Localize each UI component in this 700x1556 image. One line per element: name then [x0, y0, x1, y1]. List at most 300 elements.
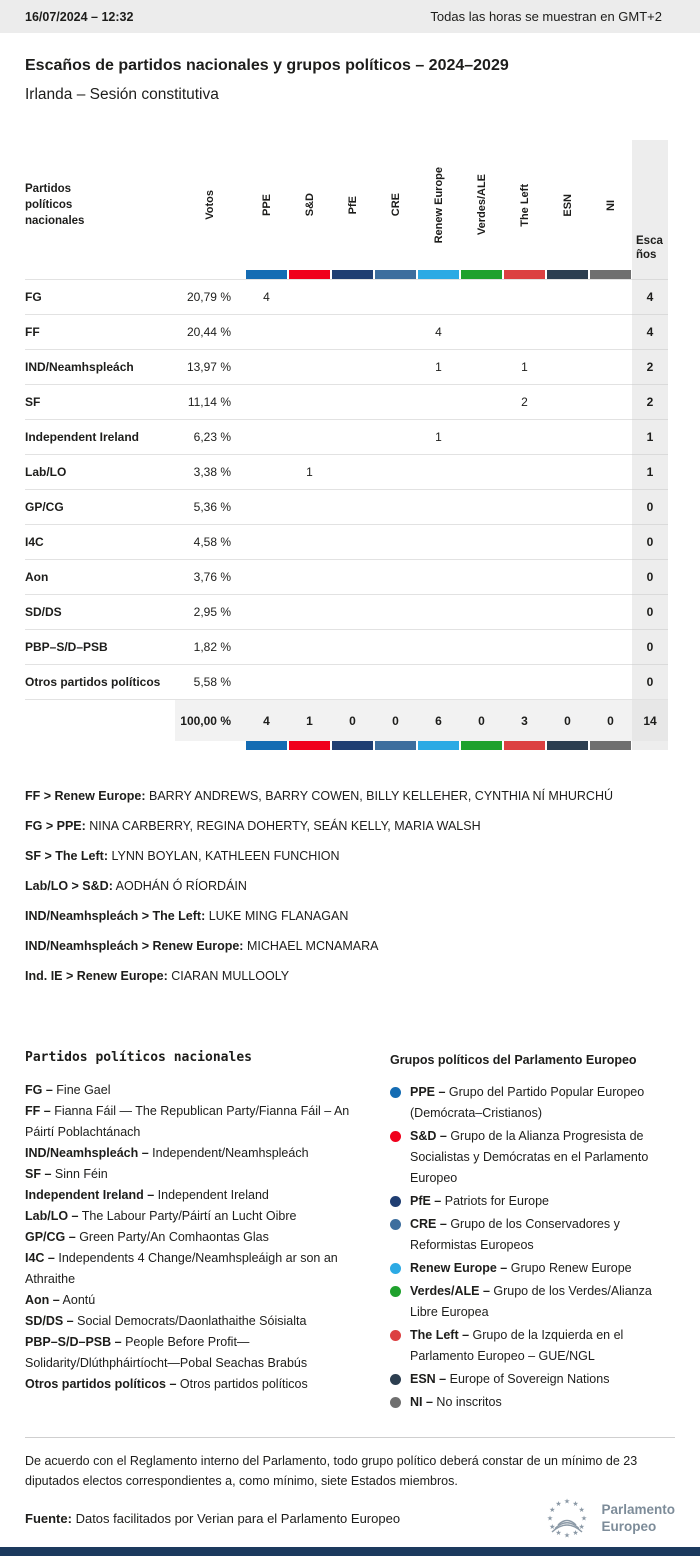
- group-legend-text: [410, 1392, 502, 1413]
- member-names: CIARAN MULLOOLY: [171, 969, 290, 983]
- seat-count-s-d: [288, 594, 331, 629]
- total-votes: 100,00 %: [175, 699, 245, 741]
- group-legend-desc: Grupo de la Alianza Progresista de Socialistas y Demócratas en el Parlamento Europeo: [410, 1129, 649, 1185]
- seats-column-bg: [632, 741, 668, 750]
- group-color-bar: [590, 270, 631, 279]
- seat-count-ppe: [245, 559, 288, 594]
- table-header-group-ni: [589, 140, 632, 270]
- group-legend-desc: Europe of Sovereign Nations: [449, 1372, 610, 1386]
- group-legend-abbr: Verdes/ALE –: [410, 1284, 490, 1298]
- legend-groups-heading: Grupos políticos del Parlamento Europeo: [390, 1053, 637, 1067]
- seat-count-ni: [589, 349, 632, 384]
- seat-count-ppe: [245, 664, 288, 699]
- table-header-group-renew-europe: [417, 140, 460, 270]
- party-legend-abbr: I4C –: [25, 1251, 55, 1265]
- party-name: SD/DS: [25, 594, 175, 629]
- group-header-label: Renew Europe: [432, 166, 445, 244]
- group-color-bar-cell-s-d: [288, 741, 331, 750]
- datetime: 16/07/2024 – 12:32: [25, 9, 134, 24]
- seat-count-esn: [546, 349, 589, 384]
- votes-header-label: Votos: [204, 190, 216, 220]
- party-legend-item: [25, 1101, 362, 1143]
- party-name: PBP–S/D–PSB: [25, 629, 175, 664]
- member-label: SF > The Left:: [25, 849, 108, 863]
- party-name: Otros partidos políticos: [25, 664, 175, 699]
- seat-count-verdes-ale: [460, 664, 503, 699]
- seat-count-cre: [374, 664, 417, 699]
- top-bar: [0, 0, 700, 33]
- party-legend-item: [25, 1227, 362, 1248]
- party-legend-abbr: FF –: [25, 1104, 51, 1118]
- seat-count-s-d: [288, 314, 331, 349]
- group-legend-item: [390, 1191, 675, 1212]
- seat-count-pfe: [331, 349, 374, 384]
- party-name: Aon: [25, 559, 175, 594]
- seat-count-ppe: [245, 419, 288, 454]
- party-legend-desc: People Before Profit—Solidarity/Dlúthpháirtíocht—Pobal Seachas Brabús: [25, 1335, 308, 1370]
- ep-logo-icon: [543, 1496, 591, 1540]
- group-legend-desc: Patriots for Europe: [444, 1194, 549, 1208]
- total-seats-the-left: 3: [503, 699, 546, 741]
- seat-count-renew-europe: [417, 489, 460, 524]
- group-legend-item: [390, 1082, 675, 1124]
- group-color-dot: [390, 1286, 401, 1297]
- party-seats-total: 4: [632, 279, 668, 314]
- seat-count-renew-europe: [417, 454, 460, 489]
- group-legend-abbr: S&D –: [410, 1129, 447, 1143]
- group-header-label: ESN: [561, 193, 574, 217]
- spacer-cell: [25, 741, 175, 750]
- party-seats-total: 0: [632, 664, 668, 699]
- party-legend-desc: Fianna Fáil — The Republican Party/Fianna Fáil – An Páirtí Poblachtánach: [25, 1104, 350, 1139]
- seat-count-the-left: 1: [503, 349, 546, 384]
- svg-text:★: ★: [555, 1499, 563, 1508]
- seat-count-verdes-ale: [460, 314, 503, 349]
- seat-count-renew-europe: [417, 629, 460, 664]
- party-seats-total: 1: [632, 419, 668, 454]
- party-votes: 3,38 %: [175, 454, 245, 489]
- page-title: Escaños de partidos nacionales y grupos políticos – 2024–2029: [25, 57, 509, 74]
- seat-count-the-left: [503, 489, 546, 524]
- group-color-bar: [289, 741, 330, 750]
- group-legend-text: [410, 1191, 549, 1212]
- seats-column-bg: [632, 270, 668, 279]
- source-label: Fuente:: [25, 1510, 72, 1526]
- group-legend-abbr: The Left –: [410, 1328, 470, 1342]
- party-legend-desc: Sinn Féin: [54, 1167, 108, 1181]
- member-label: Lab/LO > S&D:: [25, 879, 113, 893]
- group-color-bar-cell-ppe: [245, 270, 288, 279]
- group-color-bar: [461, 270, 502, 279]
- party-legend-item: [25, 1206, 362, 1227]
- spacer-cell: [175, 270, 245, 279]
- table-header-parties-label: Partidos políticos nacionales: [25, 183, 85, 227]
- table-header-group-the-left: [503, 140, 546, 270]
- party-legend-desc: Independent/Neamhspleách: [152, 1146, 309, 1160]
- seat-count-esn: [546, 279, 589, 314]
- seat-count-verdes-ale: [460, 524, 503, 559]
- party-legend-abbr: Otros partidos políticos –: [25, 1377, 177, 1391]
- member-names: LUKE MING FLANAGAN: [208, 909, 349, 923]
- member-label: Ind. IE > Renew Europe:: [25, 969, 168, 983]
- group-legend-item: [390, 1392, 675, 1413]
- seat-count-the-left: [503, 454, 546, 489]
- group-legend-item: [390, 1126, 675, 1189]
- party-legend-desc: The Labour Party/Páirtí an Lucht Oibre: [81, 1209, 297, 1223]
- seat-count-verdes-ale: [460, 489, 503, 524]
- group-legend-text: [410, 1281, 675, 1323]
- group-color-bar-cell-esn: [546, 741, 589, 750]
- group-color-bar: [418, 270, 459, 279]
- seat-count-ppe: [245, 384, 288, 419]
- seat-count-esn: [546, 664, 589, 699]
- group-legend-text: [410, 1214, 675, 1256]
- party-legend-abbr: Lab/LO –: [25, 1209, 79, 1223]
- party-legend-abbr: IND/Neamhspleách –: [25, 1146, 149, 1160]
- bottom-bar: [0, 1547, 700, 1556]
- seat-count-esn: [546, 559, 589, 594]
- group-color-bar: [418, 741, 459, 750]
- seat-count-cre: [374, 559, 417, 594]
- group-legend-abbr: CRE –: [410, 1217, 447, 1231]
- party-legend-item: [25, 1290, 362, 1311]
- legend-groups-list: [390, 1082, 675, 1413]
- seats-header-label: Escaños: [636, 235, 663, 261]
- total-seats-verdes-ale: 0: [460, 699, 503, 741]
- seat-count-ppe: [245, 349, 288, 384]
- group-color-bar: [547, 270, 588, 279]
- group-color-bar-cell-ni: [589, 270, 632, 279]
- seat-count-the-left: [503, 594, 546, 629]
- party-legend-item: [25, 1374, 362, 1395]
- group-color-bar-cell-the-left: [503, 741, 546, 750]
- group-header-label: PPE: [260, 193, 273, 216]
- party-legend-abbr: Aon –: [25, 1293, 60, 1307]
- party-name: Independent Ireland: [25, 419, 175, 454]
- party-legend-desc: Independent Ireland: [157, 1188, 269, 1202]
- seat-count-cre: [374, 419, 417, 454]
- group-color-bar: [590, 741, 631, 750]
- group-color-bar: [375, 270, 416, 279]
- group-color-dot: [390, 1263, 401, 1274]
- group-color-bar: [289, 270, 330, 279]
- seat-count-ni: [589, 559, 632, 594]
- seat-count-cre: [374, 489, 417, 524]
- group-legend-item: [390, 1281, 675, 1323]
- party-legend-abbr: PBP–S/D–PSB –: [25, 1335, 122, 1349]
- table-header-group-s-d: [288, 140, 331, 270]
- total-seats-ni: 0: [589, 699, 632, 741]
- seat-count-ni: [589, 279, 632, 314]
- group-color-dot: [390, 1131, 401, 1142]
- seat-count-pfe: [331, 279, 374, 314]
- seat-count-renew-europe: [417, 664, 460, 699]
- group-header-label: PfE: [346, 195, 359, 215]
- total-seats: 14: [632, 699, 668, 741]
- seat-count-the-left: 2: [503, 384, 546, 419]
- seat-count-ppe: [245, 524, 288, 559]
- seat-count-the-left: [503, 629, 546, 664]
- group-color-bar: [547, 741, 588, 750]
- group-legend-abbr: PPE –: [410, 1085, 446, 1099]
- seat-count-pfe: [331, 314, 374, 349]
- party-seats-total: 1: [632, 454, 668, 489]
- member-names: LYNN BOYLAN, KATHLEEN FUNCHION: [111, 849, 340, 863]
- svg-text:★: ★: [547, 1514, 554, 1523]
- group-color-bar-cell-ppe: [245, 741, 288, 750]
- party-legend-item: [25, 1185, 362, 1206]
- svg-text:★: ★: [564, 1497, 571, 1506]
- seat-count-esn: [546, 629, 589, 664]
- seat-count-ni: [589, 314, 632, 349]
- member-line: [25, 848, 675, 864]
- seat-count-s-d: [288, 384, 331, 419]
- party-legend-abbr: SF –: [25, 1167, 52, 1181]
- seat-count-esn: [546, 489, 589, 524]
- total-row-spacer: [25, 699, 175, 741]
- member-names: BARRY ANDREWS, BARRY COWEN, BILLY KELLEHER, CYNTHIA NÍ MHURCHÚ: [149, 789, 614, 803]
- party-legend-item: [25, 1164, 362, 1185]
- member-names: NINA CARBERRY, REGINA DOHERTY, SEÁN KELLY, MARIA WALSH: [89, 819, 481, 833]
- group-legend-abbr: PfE –: [410, 1194, 442, 1208]
- party-legend-abbr: SD/DS –: [25, 1314, 74, 1328]
- seat-count-cre: [374, 384, 417, 419]
- party-legend-abbr: Independent Ireland –: [25, 1188, 155, 1202]
- party-legend-item: [25, 1311, 362, 1332]
- group-color-bar-cell-pfe: [331, 270, 374, 279]
- seat-count-cre: [374, 349, 417, 384]
- svg-text:★: ★: [572, 1529, 580, 1538]
- seat-count-pfe: [331, 664, 374, 699]
- party-votes: 2,95 %: [175, 594, 245, 629]
- legend-parties-heading: Partidos políticos nacionales: [25, 1050, 252, 1065]
- party-name: GP/CG: [25, 489, 175, 524]
- seat-count-pfe: [331, 559, 374, 594]
- group-header-label: Verdes/ALE: [475, 174, 488, 236]
- group-color-bar-cell-the-left: [503, 270, 546, 279]
- group-header-label: CRE: [389, 193, 402, 217]
- party-name: SF: [25, 384, 175, 419]
- seat-count-ppe: [245, 314, 288, 349]
- table-header-votes: [175, 140, 245, 270]
- group-color-dot: [390, 1087, 401, 1098]
- seat-count-s-d: [288, 664, 331, 699]
- group-color-dot: [390, 1374, 401, 1385]
- total-seats-cre: 0: [374, 699, 417, 741]
- member-line: [25, 968, 675, 984]
- ep-logo-text-line1: Parlamento: [601, 1502, 675, 1517]
- group-legend-text: [410, 1369, 609, 1390]
- seat-count-esn: [546, 314, 589, 349]
- seat-count-ni: [589, 594, 632, 629]
- party-legend-item: [25, 1332, 362, 1374]
- party-name: FF: [25, 314, 175, 349]
- group-color-bar-cell-s-d: [288, 270, 331, 279]
- member-label: FF > Renew Europe:: [25, 789, 146, 803]
- group-legend-item: [390, 1258, 675, 1279]
- total-seats-esn: 0: [546, 699, 589, 741]
- seat-count-cre: [374, 279, 417, 314]
- seat-count-pfe: [331, 594, 374, 629]
- group-color-bar: [375, 741, 416, 750]
- total-seats-ppe: 4: [245, 699, 288, 741]
- group-legend-desc: Grupo de la Izquierda en el Parlamento Europeo – GUE/NGL: [410, 1328, 624, 1363]
- member-line: [25, 788, 675, 804]
- party-votes: 13,97 %: [175, 349, 245, 384]
- group-color-bar-cell-cre: [374, 741, 417, 750]
- seat-count-s-d: [288, 419, 331, 454]
- group-color-bar: [332, 270, 373, 279]
- seat-count-s-d: [288, 279, 331, 314]
- members-list: [25, 788, 675, 984]
- party-seats-total: 0: [632, 524, 668, 559]
- ep-logo-text-line2: Europeo: [601, 1519, 657, 1534]
- seat-count-the-left: [503, 559, 546, 594]
- member-label: IND/Neamhspleách > The Left:: [25, 909, 206, 923]
- source-text: Datos facilitados por Verian para el Parlamento Europeo: [75, 1510, 401, 1526]
- seat-count-s-d: [288, 349, 331, 384]
- seat-count-ppe: [245, 454, 288, 489]
- seat-count-ni: [589, 384, 632, 419]
- party-legend-desc: Otros partidos políticos: [179, 1377, 308, 1391]
- seat-count-cre: [374, 454, 417, 489]
- group-color-dot: [390, 1219, 401, 1230]
- timezone-note: Todas las horas se muestran en GMT+2: [430, 9, 662, 24]
- party-name: IND/Neamhspleách: [25, 349, 175, 384]
- party-votes: 5,58 %: [175, 664, 245, 699]
- legend-parties-list: [25, 1080, 362, 1395]
- group-legend-item: [390, 1325, 675, 1367]
- party-seats-total: 4: [632, 314, 668, 349]
- group-color-bar: [461, 741, 502, 750]
- seat-count-s-d: [288, 629, 331, 664]
- party-votes: 20,79 %: [175, 279, 245, 314]
- group-color-dot: [390, 1196, 401, 1207]
- party-votes: 11,14 %: [175, 384, 245, 419]
- seat-count-cre: [374, 594, 417, 629]
- seat-count-the-left: [503, 524, 546, 559]
- group-color-dot: [390, 1330, 401, 1341]
- seat-count-cre: [374, 524, 417, 559]
- party-votes: 3,76 %: [175, 559, 245, 594]
- rules-note: De acuerdo con el Reglamento interno del Parlamento, todo grupo político deberá constar de un mínimo de 23 diputados electos correspondientes a, como mínimo, siete Estados miembros.: [25, 1437, 675, 1491]
- seat-count-the-left: [503, 279, 546, 314]
- svg-text:★: ★: [581, 1514, 588, 1523]
- seat-count-ni: [589, 454, 632, 489]
- seat-count-s-d: [288, 524, 331, 559]
- party-votes: 1,82 %: [175, 629, 245, 664]
- party-legend-desc: Social Democrats/Daonlathaithe Sóisialta: [77, 1314, 307, 1328]
- party-seats-total: 2: [632, 384, 668, 419]
- seat-count-the-left: [503, 664, 546, 699]
- seat-count-cre: [374, 314, 417, 349]
- seat-count-s-d: [288, 559, 331, 594]
- group-legend-text: [410, 1082, 675, 1124]
- total-seats-renew-europe: 6: [417, 699, 460, 741]
- party-votes: 20,44 %: [175, 314, 245, 349]
- seat-count-s-d: 1: [288, 454, 331, 489]
- group-color-bar: [504, 270, 545, 279]
- seat-count-verdes-ale: [460, 419, 503, 454]
- seat-count-verdes-ale: [460, 629, 503, 664]
- group-color-bar-cell-ni: [589, 741, 632, 750]
- party-legend-abbr: GP/CG –: [25, 1230, 76, 1244]
- group-color-bar-cell-esn: [546, 270, 589, 279]
- seat-count-renew-europe: 1: [417, 419, 460, 454]
- table-header-group-pfe: [331, 140, 374, 270]
- table-header-group-verdes-ale: [460, 140, 503, 270]
- seat-count-ppe: 4: [245, 279, 288, 314]
- member-label: FG > PPE:: [25, 819, 86, 833]
- seat-count-verdes-ale: [460, 349, 503, 384]
- seat-count-ppe: [245, 594, 288, 629]
- party-legend-desc: Green Party/An Comhaontas Glas: [79, 1230, 269, 1244]
- svg-text:★: ★: [564, 1531, 571, 1540]
- seat-count-verdes-ale: [460, 594, 503, 629]
- group-header-label: S&D: [303, 193, 316, 217]
- party-legend-abbr: FG –: [25, 1083, 53, 1097]
- spacer-cell: [25, 270, 175, 279]
- seat-count-pfe: [331, 489, 374, 524]
- party-votes: 5,36 %: [175, 489, 245, 524]
- seat-count-renew-europe: [417, 559, 460, 594]
- party-legend-item: [25, 1248, 362, 1290]
- seat-count-esn: [546, 454, 589, 489]
- member-label: IND/Neamhspleách > Renew Europe:: [25, 939, 244, 953]
- seat-count-ni: [589, 419, 632, 454]
- group-color-bar: [504, 741, 545, 750]
- svg-text:★: ★: [579, 1506, 586, 1514]
- seat-count-esn: [546, 594, 589, 629]
- table-header-group-esn: [546, 140, 589, 270]
- group-legend-desc: Grupo del Partido Popular Europeo (Demócrata–Cristianos): [410, 1085, 645, 1120]
- party-legend-item: [25, 1080, 362, 1101]
- party-seats-total: 0: [632, 489, 668, 524]
- table-header-seats: [632, 140, 668, 270]
- seat-count-ni: [589, 629, 632, 664]
- group-legend-abbr: Renew Europe –: [410, 1261, 508, 1275]
- party-legend-desc: Fine Gael: [56, 1083, 111, 1097]
- seat-count-pfe: [331, 629, 374, 664]
- seat-count-renew-europe: 1: [417, 349, 460, 384]
- seat-count-verdes-ale: [460, 279, 503, 314]
- seat-count-s-d: [288, 489, 331, 524]
- party-name: I4C: [25, 524, 175, 559]
- member-names: AODHÁN Ó RÍORDÁIN: [115, 879, 247, 893]
- party-name: Lab/LO: [25, 454, 175, 489]
- spacer-cell: [175, 741, 245, 750]
- seat-count-ppe: [245, 489, 288, 524]
- seat-count-renew-europe: 4: [417, 314, 460, 349]
- group-legend-desc: Grupo de los Verdes/Alianza Libre Europea: [410, 1284, 652, 1319]
- group-legend-text: [410, 1126, 675, 1189]
- group-color-bar-cell-renew-europe: [417, 741, 460, 750]
- party-seats-total: 2: [632, 349, 668, 384]
- party-votes: 6,23 %: [175, 419, 245, 454]
- svg-text:★: ★: [549, 1506, 556, 1514]
- seat-count-pfe: [331, 454, 374, 489]
- party-legend-desc: Aontú: [62, 1293, 96, 1307]
- group-legend-desc: No inscritos: [436, 1395, 502, 1409]
- results-table-wrap: [25, 140, 700, 750]
- member-line: [25, 908, 675, 924]
- seat-count-renew-europe: [417, 279, 460, 314]
- page-subtitle: Irlanda – Sesión constitutiva: [25, 86, 219, 103]
- seat-count-the-left: [503, 314, 546, 349]
- group-legend-text: [410, 1325, 675, 1367]
- group-legend-item: [390, 1369, 675, 1390]
- seat-count-verdes-ale: [460, 384, 503, 419]
